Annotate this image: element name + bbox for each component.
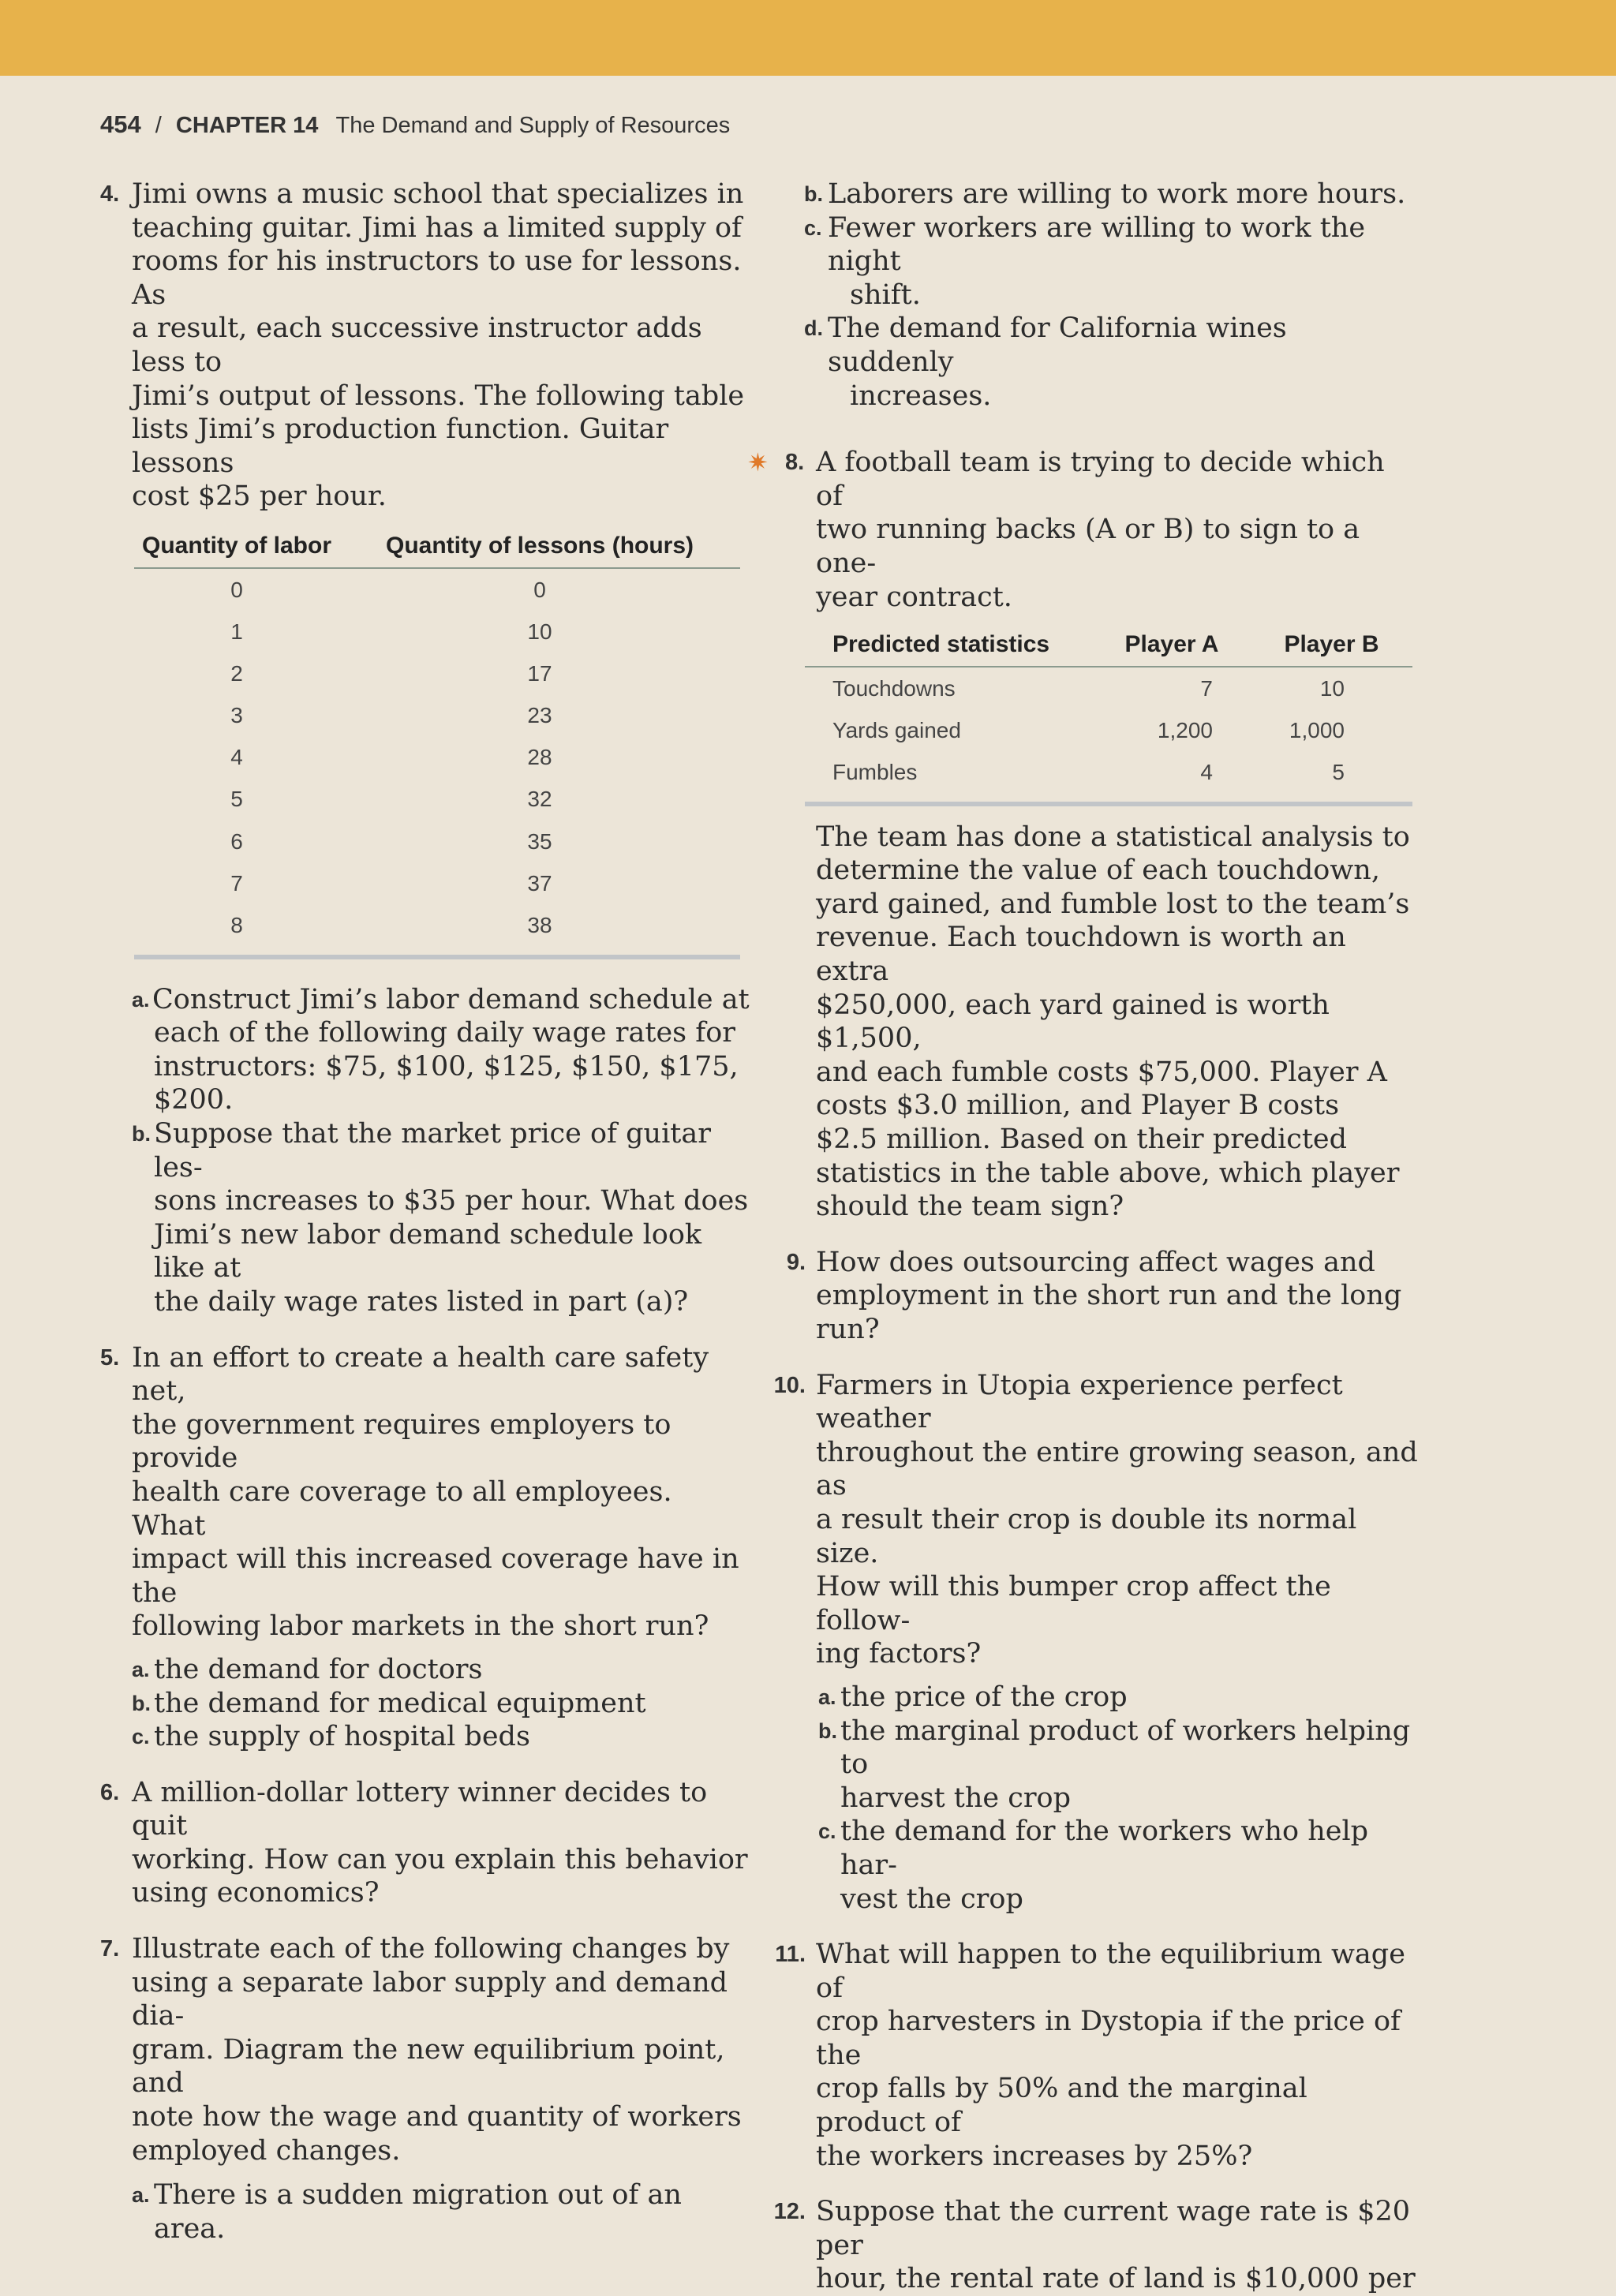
text-line: employment in the short run and the long	[816, 1280, 1402, 1312]
text-line: the daily wage rates listed in part (a)?	[154, 1285, 689, 1318]
text-line: two running backs (A or B) to sign to a one-	[816, 514, 1360, 579]
text-line: employed changes.	[132, 2134, 401, 2167]
text-line: revenue. Each touchdown is worth an extra	[816, 922, 1346, 988]
table-cell: 4	[1093, 752, 1251, 804]
table-row	[134, 862, 740, 904]
text-line: crop falls by 50% and the marginal product of	[816, 2073, 1307, 2139]
text-line: $250,000, each yard gained is worth $1,500,	[816, 989, 1330, 1055]
table-header: Quantity of labor	[134, 528, 339, 568]
left-column	[100, 178, 751, 2246]
table-row	[805, 752, 1412, 804]
text-line: lists Jimi’s production function. Guitar lessons	[132, 413, 669, 479]
text-line: What will happen to the equilibrium wage of	[816, 1939, 1405, 2004]
text-line: statistics in the table above, which player	[816, 1157, 1400, 1189]
table-header: Predicted statistics	[805, 626, 1093, 667]
table-header: Player B	[1251, 626, 1412, 667]
table-cell: 1	[230, 619, 243, 644]
table-row	[805, 709, 1412, 751]
question-7d	[755, 312, 1418, 413]
table-cell: 23	[527, 703, 552, 728]
text-line: costs $3.0 million, and Player B costs	[816, 1090, 1340, 1122]
table-cell: 32	[527, 787, 552, 812]
text-line: harvest the crop	[840, 1782, 1072, 1814]
question-10c	[755, 1815, 1418, 1916]
table-cell: 28	[527, 745, 552, 770]
question-number: 10.	[773, 1372, 806, 1398]
question-number: 9.	[786, 1249, 806, 1275]
question-number: 4.	[100, 181, 120, 207]
question-12	[755, 2195, 1418, 2296]
text-line: rooms for his instructors to use for lessons. As	[132, 245, 742, 311]
question-8-continuation	[755, 821, 1418, 1224]
text-line: Construct Jimi’s labor demand schedule at	[152, 983, 750, 1015]
item-letter: b.	[804, 182, 823, 206]
star-icon: ✷	[747, 447, 769, 478]
text-line: ing factors?	[816, 1638, 982, 1670]
question-7c	[755, 211, 1418, 312]
table-cell: 4	[230, 745, 243, 770]
question-7b	[755, 178, 1418, 211]
table-cell: 10	[1319, 675, 1345, 701]
text-line: using economics?	[132, 1877, 380, 1909]
text-line: the price of the crop	[840, 1681, 1128, 1713]
table-cell: 17	[527, 660, 552, 686]
question-5c	[100, 1720, 751, 1754]
text-line: gram. Diagram the new equilibrium point, and	[132, 2033, 725, 2100]
table-cell: 5	[1251, 752, 1412, 804]
item-letter: b.	[818, 1718, 837, 1743]
text-line: run?	[816, 1314, 880, 1345]
table-cell: 6	[230, 828, 243, 854]
text-line: $2.5 million. Based on their predicted	[816, 1124, 1348, 1156]
text-line: increases.	[850, 380, 992, 412]
text-line: Jimi owns a music school that specializes in	[132, 178, 744, 210]
table-cell: Touchdowns	[832, 675, 956, 701]
table-cell: 10	[527, 619, 552, 644]
text-line: hour, the rental rate of land is $10,000 per	[816, 2263, 1416, 2295]
table-row	[134, 695, 740, 737]
text-line: following labor markets in the short run?	[132, 1610, 709, 1643]
text-line: Jimi’s output of lessons. The following table	[132, 380, 745, 412]
question-9	[755, 1246, 1418, 1347]
table-cell: 0	[230, 577, 243, 602]
text-line: A football team is trying to decide which of	[816, 447, 1385, 512]
table-cell: 5	[230, 787, 243, 812]
question-7a	[100, 2178, 751, 2246]
text-line: Suppose that the market price of guitar les-	[154, 1118, 711, 1184]
text-line: Jimi’s new labor demand schedule look like at	[154, 1218, 702, 1284]
item-letter: a.	[132, 1657, 150, 1681]
text-line: shift.	[850, 279, 921, 311]
text-line: the demand for medical equipment	[154, 1687, 646, 1719]
text-line: health care coverage to all employees. What	[132, 1475, 672, 1542]
question-number: 8.	[785, 450, 805, 476]
text-line: using a separate labor supply and demand dia-	[132, 1966, 728, 2032]
page-number: 454	[100, 110, 141, 138]
table-header: Quantity of lessons (hours)	[339, 528, 740, 568]
table-row	[134, 611, 740, 653]
text-line: the demand for doctors	[154, 1653, 483, 1685]
text-line: a result their crop is double its normal size.	[816, 1503, 1357, 1569]
text-line: the supply of hospital beds	[154, 1721, 530, 1753]
text-line: teaching guitar. Jimi has a limited supply of	[132, 211, 742, 244]
question-4	[100, 178, 751, 514]
question-10	[755, 1369, 1418, 1671]
item-letter: b.	[132, 1691, 151, 1715]
text-line: year contract.	[816, 581, 1012, 613]
text-line: Laborers are willing to work more hours.	[828, 178, 1406, 210]
text-line: The demand for California wines suddenly	[828, 312, 1287, 378]
text-line: throughout the entire growing season, and as	[816, 1436, 1418, 1502]
text-line: working. How can you explain this behavior	[132, 1843, 748, 1875]
text-line: In an effort to create a health care safety net,	[132, 1341, 709, 1408]
table-cell: 2	[230, 660, 243, 686]
text-line: instructors: $75, $100, $125, $150, $175, $200.	[154, 1050, 739, 1116]
question-5b	[100, 1687, 751, 1721]
item-letter: c.	[132, 1725, 150, 1749]
table-cell: 1,000	[1289, 717, 1345, 742]
text-line: How does outsourcing affect wages and	[816, 1246, 1375, 1278]
text-line: A million-dollar lottery winner decides to quit	[132, 1776, 708, 1842]
table-cell: Yards gained	[832, 717, 961, 742]
table-row	[134, 568, 740, 611]
question-number: 6.	[100, 1779, 120, 1805]
question-4a	[100, 983, 751, 1117]
table-cell: Fumbles	[805, 752, 1093, 804]
text-line: and each fumble costs $75,000. Player A	[816, 1056, 1387, 1088]
text-line: Farmers in Utopia experience perfect weather	[816, 1369, 1343, 1435]
table-row	[134, 821, 740, 862]
text-line: determine the value of each touchdown,	[816, 854, 1380, 887]
table-cell: 35	[527, 828, 552, 854]
question-11	[755, 1938, 1418, 2173]
text-line: Suppose that the current wage rate is $20 per	[816, 2196, 1411, 2261]
table-row	[134, 779, 740, 821]
text-line: sons increases to $35 per hour. What does	[154, 1185, 749, 1217]
text-line: vest the crop	[840, 1883, 1023, 1915]
player-statistics-table	[805, 626, 1412, 806]
text-line: The team has done a statistical analysis to	[816, 821, 1410, 853]
text-line: impact will this increased coverage have in the	[132, 1543, 739, 1609]
text-line: Fewer workers are willing to work the night	[828, 211, 1366, 278]
text-line: each of the following daily wage rates for	[154, 1017, 735, 1049]
item-letter: c.	[818, 1819, 836, 1844]
table-cell: 38	[339, 904, 740, 956]
question-5a	[100, 1653, 751, 1687]
question-number: 7.	[100, 1936, 120, 1962]
chapter-label: CHAPTER 14	[175, 113, 319, 138]
top-color-band	[0, 0, 1616, 76]
question-number: 11.	[775, 1942, 806, 1968]
text-line: Illustrate each of the following changes by	[132, 1933, 730, 1965]
table-cell: 0	[533, 577, 546, 602]
question-7	[100, 1932, 751, 2167]
text-line: yard gained, and fumble lost to the team’s	[816, 888, 1410, 920]
item-letter: b.	[132, 1122, 151, 1146]
question-number: 12.	[773, 2199, 806, 2225]
text-line: the marginal product of workers helping to	[840, 1715, 1411, 1781]
text-line: There is a sudden migration out of an area.	[154, 2179, 682, 2245]
table-cell: 8	[134, 904, 339, 956]
question-10a	[755, 1681, 1418, 1715]
table-cell: 7	[230, 870, 243, 896]
question-number: 5.	[100, 1344, 120, 1370]
question-6	[100, 1776, 751, 1910]
table-cell: 37	[527, 870, 552, 896]
text-line: should the team sign?	[816, 1191, 1124, 1223]
question-4b	[100, 1117, 751, 1319]
text-line: crop harvesters in Dystopia if the price of the	[816, 2006, 1401, 2071]
text-line: cost $25 per hour.	[132, 481, 387, 513]
question-5	[100, 1341, 751, 1643]
table-row	[134, 737, 740, 779]
question-10b	[755, 1715, 1418, 1815]
table-row	[134, 653, 740, 694]
table-header: Player A	[1093, 626, 1251, 667]
item-letter: c.	[804, 215, 822, 240]
table-cell: 1,200	[1157, 717, 1213, 742]
item-letter: d.	[804, 316, 823, 341]
text-line: How will this bumper crop affect the follow-	[816, 1571, 1331, 1636]
item-letter: a.	[132, 987, 150, 1012]
question-8	[747, 446, 1418, 614]
text-line: the demand for the workers who help har-	[840, 1815, 1369, 1881]
item-letter: a.	[132, 2183, 150, 2208]
table-cell: 3	[230, 703, 243, 728]
text-line: the workers increases by 25%?	[816, 2140, 1253, 2172]
page-header	[100, 110, 730, 139]
chapter-title: The Demand and Supply of Resources	[335, 113, 731, 138]
text-line: note how the wage and quantity of workers	[132, 2101, 742, 2133]
table-row	[805, 667, 1412, 709]
item-letter: a.	[818, 1685, 836, 1709]
right-column	[747, 178, 1418, 2296]
production-function-table	[134, 528, 740, 959]
table-cell: 7	[1200, 675, 1213, 701]
text-line: a result, each successive instructor adds less to	[132, 312, 702, 378]
table-row	[134, 904, 740, 956]
header-separator: /	[155, 113, 162, 138]
text-line: the government requires employers to provide	[132, 1408, 671, 1475]
